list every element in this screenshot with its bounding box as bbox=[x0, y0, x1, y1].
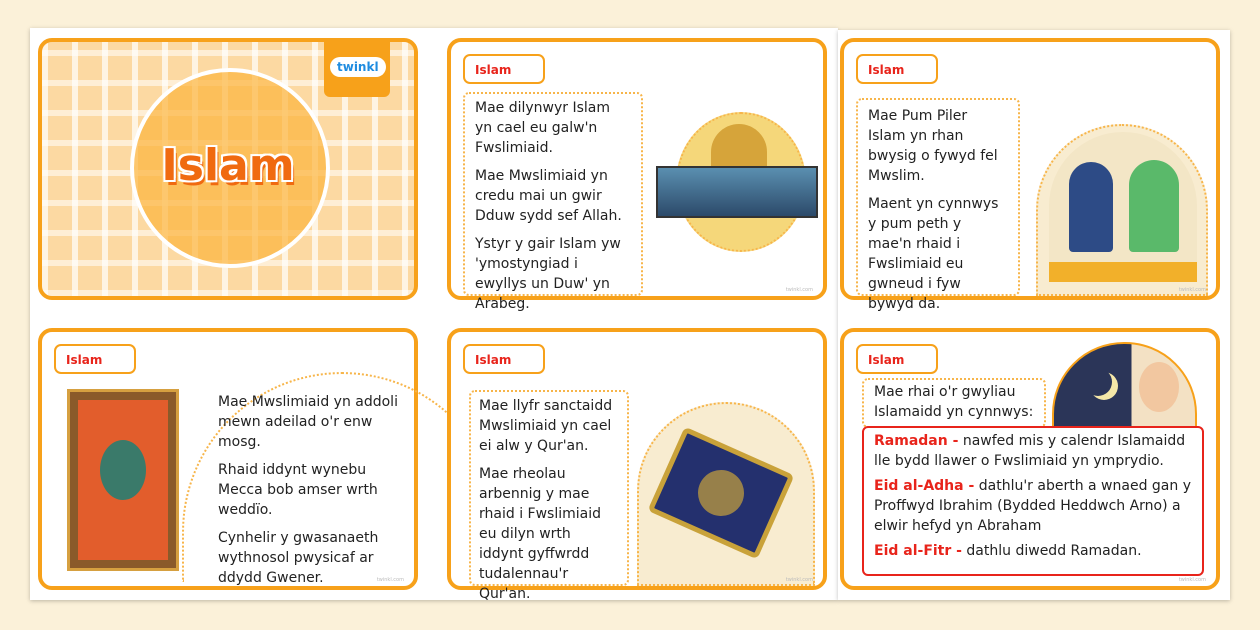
festival-name: Eid al-Adha - bbox=[874, 478, 975, 494]
footer: twinkl.com bbox=[1178, 287, 1206, 293]
card-text bbox=[856, 98, 1020, 312]
family-reading-image bbox=[1049, 132, 1197, 282]
festival-desc: dathlu diwedd Ramadan. bbox=[966, 543, 1142, 559]
footer: twinkl.com bbox=[1178, 577, 1206, 583]
footer: twinkl.com bbox=[785, 287, 813, 293]
festival-list bbox=[862, 426, 1204, 576]
prayer-mat-image bbox=[70, 392, 176, 568]
paragraph: Ystyr y gair Islam yw 'ymostyngiad i ewyllys un Duw' yn Arabeg. bbox=[475, 236, 621, 312]
footer: twinkl.com bbox=[376, 577, 404, 583]
logo-text: twinkl bbox=[330, 57, 386, 77]
paragraph: Rhaid iddynt wynebu Mecca bob amser wrth weddïo. bbox=[218, 462, 378, 518]
festival-desc: dathlu'r aberth a wnaed gan y Proffwyd Ibrahim (Bydded Heddwch Arno) a elwir hefyd yn Abraham bbox=[874, 478, 1191, 534]
cover-title: Islam bbox=[161, 140, 295, 191]
card-worship bbox=[38, 328, 418, 590]
card-festivals bbox=[840, 328, 1220, 590]
paragraph: Mae Mwslimiaid yn addoli mewn adeilad o'r enw mosg. bbox=[218, 394, 398, 450]
paragraph: Mae dilynwyr Islam yn cael eu galw'n Fwslimiaid. bbox=[475, 100, 611, 156]
festival-name: Eid al-Fitr - bbox=[874, 543, 962, 559]
topic-tag: Islam bbox=[463, 344, 545, 374]
paragraph: Maent yn cynnwys y pum peth y mae'n rhaid i Fwslimiaid eu gwneud i fyw bywyd da. bbox=[868, 196, 999, 312]
paragraph: Mae rheolau arbennig y mae rhaid i Fwslimiaid eu dilyn wrth iddynt gyffwrdd tudalennau'r Qur'an. bbox=[479, 466, 601, 602]
festival-name: Ramadan - bbox=[874, 433, 959, 449]
twinkl-logo bbox=[324, 42, 390, 97]
topic-tag: Islam bbox=[856, 54, 938, 84]
card-believers bbox=[447, 38, 827, 312]
festival-illustration bbox=[1052, 342, 1197, 432]
card-pillars bbox=[840, 38, 1220, 312]
mosque-building bbox=[656, 166, 818, 218]
card-text bbox=[463, 92, 643, 312]
card-text bbox=[469, 390, 629, 602]
paragraph: Mae llyfr sanctaidd Mwslimiaid yn cael ei alw y Qur'an. bbox=[479, 398, 613, 454]
paragraph: Mae Mwslimiaid yn credu mai un gwir Dduw sydd sef Allah. bbox=[475, 168, 622, 224]
festival-ramadan bbox=[874, 431, 1192, 471]
intro-text bbox=[862, 378, 1046, 428]
paragraph: Mae Pum Piler Islam yn rhan bwysig o fywyd fel Mwslim. bbox=[868, 108, 998, 184]
festival-eid-al-adha bbox=[874, 476, 1192, 536]
cover-card bbox=[38, 38, 418, 300]
paragraph: Cynhelir y gwasanaeth wythnosol pwysicaf ar ddydd Gwener. bbox=[218, 530, 379, 586]
topic-tag: Islam bbox=[54, 344, 136, 374]
topic-tag: Islam bbox=[463, 54, 545, 84]
footer: twinkl.com bbox=[785, 577, 813, 583]
topic-tag: Islam bbox=[856, 344, 938, 374]
festival-desc: nawfed mis y calendr Islamaidd lle bydd llawer o Fwslimiaid yn ymprydio. bbox=[874, 433, 1186, 469]
card-quran bbox=[447, 328, 827, 602]
card-text bbox=[218, 392, 414, 596]
intro-paragraph: Mae rhai o'r gwyliau Islamaidd yn cynnwys: bbox=[874, 384, 1034, 420]
crescent-moon-icon bbox=[1084, 368, 1112, 396]
festival-eid-al-fitr bbox=[874, 541, 1192, 561]
